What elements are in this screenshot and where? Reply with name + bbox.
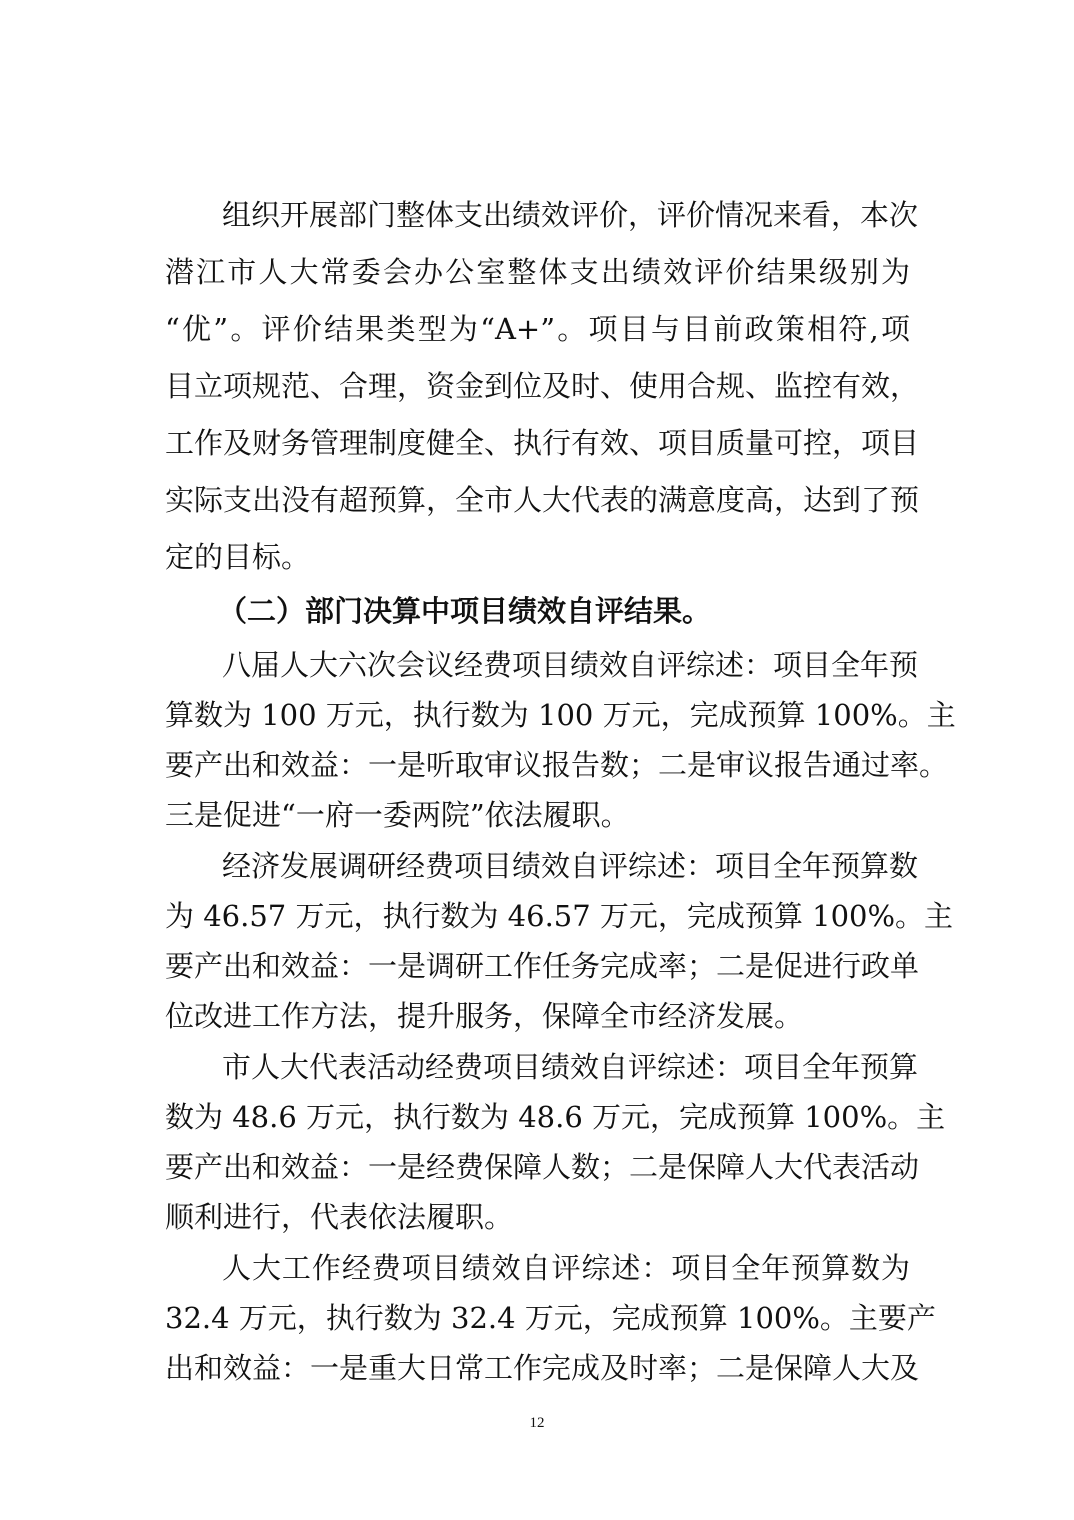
- text-line: 市人大代表活动经费项目绩效自评综述：项目全年预算: [222, 1050, 919, 1084]
- text-line: 三是促进“一府一委两院”依法履职。: [165, 798, 630, 832]
- text-line: 组织开展部门整体支出绩效评价，评价情况来看，本次: [222, 198, 919, 232]
- text-line: 目立项规范、合理，资金到位及时、使用合规、监控有效，: [165, 369, 920, 403]
- text-line: 实际支出没有超预算，全市人大代表的满意度高，达到了预: [165, 483, 920, 517]
- text-line: 为 46.57 万元，执行数为 46.57 万元，完成预算 100%。主: [165, 899, 954, 933]
- text-line: 要产出和效益：一是经费保障人数；二是保障人大代表活动: [165, 1150, 920, 1184]
- text-line: 出和效益：一是重大日常工作完成及时率；二是保障人大及: [165, 1351, 920, 1385]
- text-line: 潜江市人大常委会办公室整体支出绩效评价结果级别为: [165, 255, 910, 289]
- text-line: 顺利进行，代表依法履职。: [165, 1200, 514, 1234]
- text-line: 要产出和效益：一是听取审议报告数；二是审议报告通过率。: [165, 748, 949, 782]
- text-line: 算数为 100 万元，执行数为 100 万元，完成预算 100%。主: [165, 698, 956, 732]
- text-line: 工作及财务管理制度健全、执行有效、项目质量可控，项目: [165, 426, 920, 460]
- text-line: 数为 48.6 万元，执行数为 48.6 万元，完成预算 100%。主: [165, 1100, 946, 1134]
- text-line: 经济发展调研经费项目绩效自评综述：项目全年预算数: [222, 849, 919, 883]
- section-heading: （二）部门决算中项目绩效自评结果。: [218, 594, 712, 628]
- text-line: “优”。评价结果类型为“A+”。项目与目前政策相符,项: [165, 312, 910, 346]
- text-line: 位改进工作方法，提升服务，保障全市经济发展。: [165, 999, 804, 1033]
- text-line: 32.4 万元，执行数为 32.4 万元，完成预算 100%。主要产: [165, 1301, 936, 1335]
- text-line: 要产出和效益：一是调研工作任务完成率；二是促进行政单: [165, 949, 920, 983]
- page-number: 12: [529, 1415, 545, 1431]
- text-line: 八届人大六次会议经费项目绩效自评综述：项目全年预: [222, 648, 919, 682]
- text-line: 定的目标。: [165, 540, 311, 574]
- text-line: 人大工作经费项目绩效自评综述：项目全年预算数为: [222, 1251, 910, 1285]
